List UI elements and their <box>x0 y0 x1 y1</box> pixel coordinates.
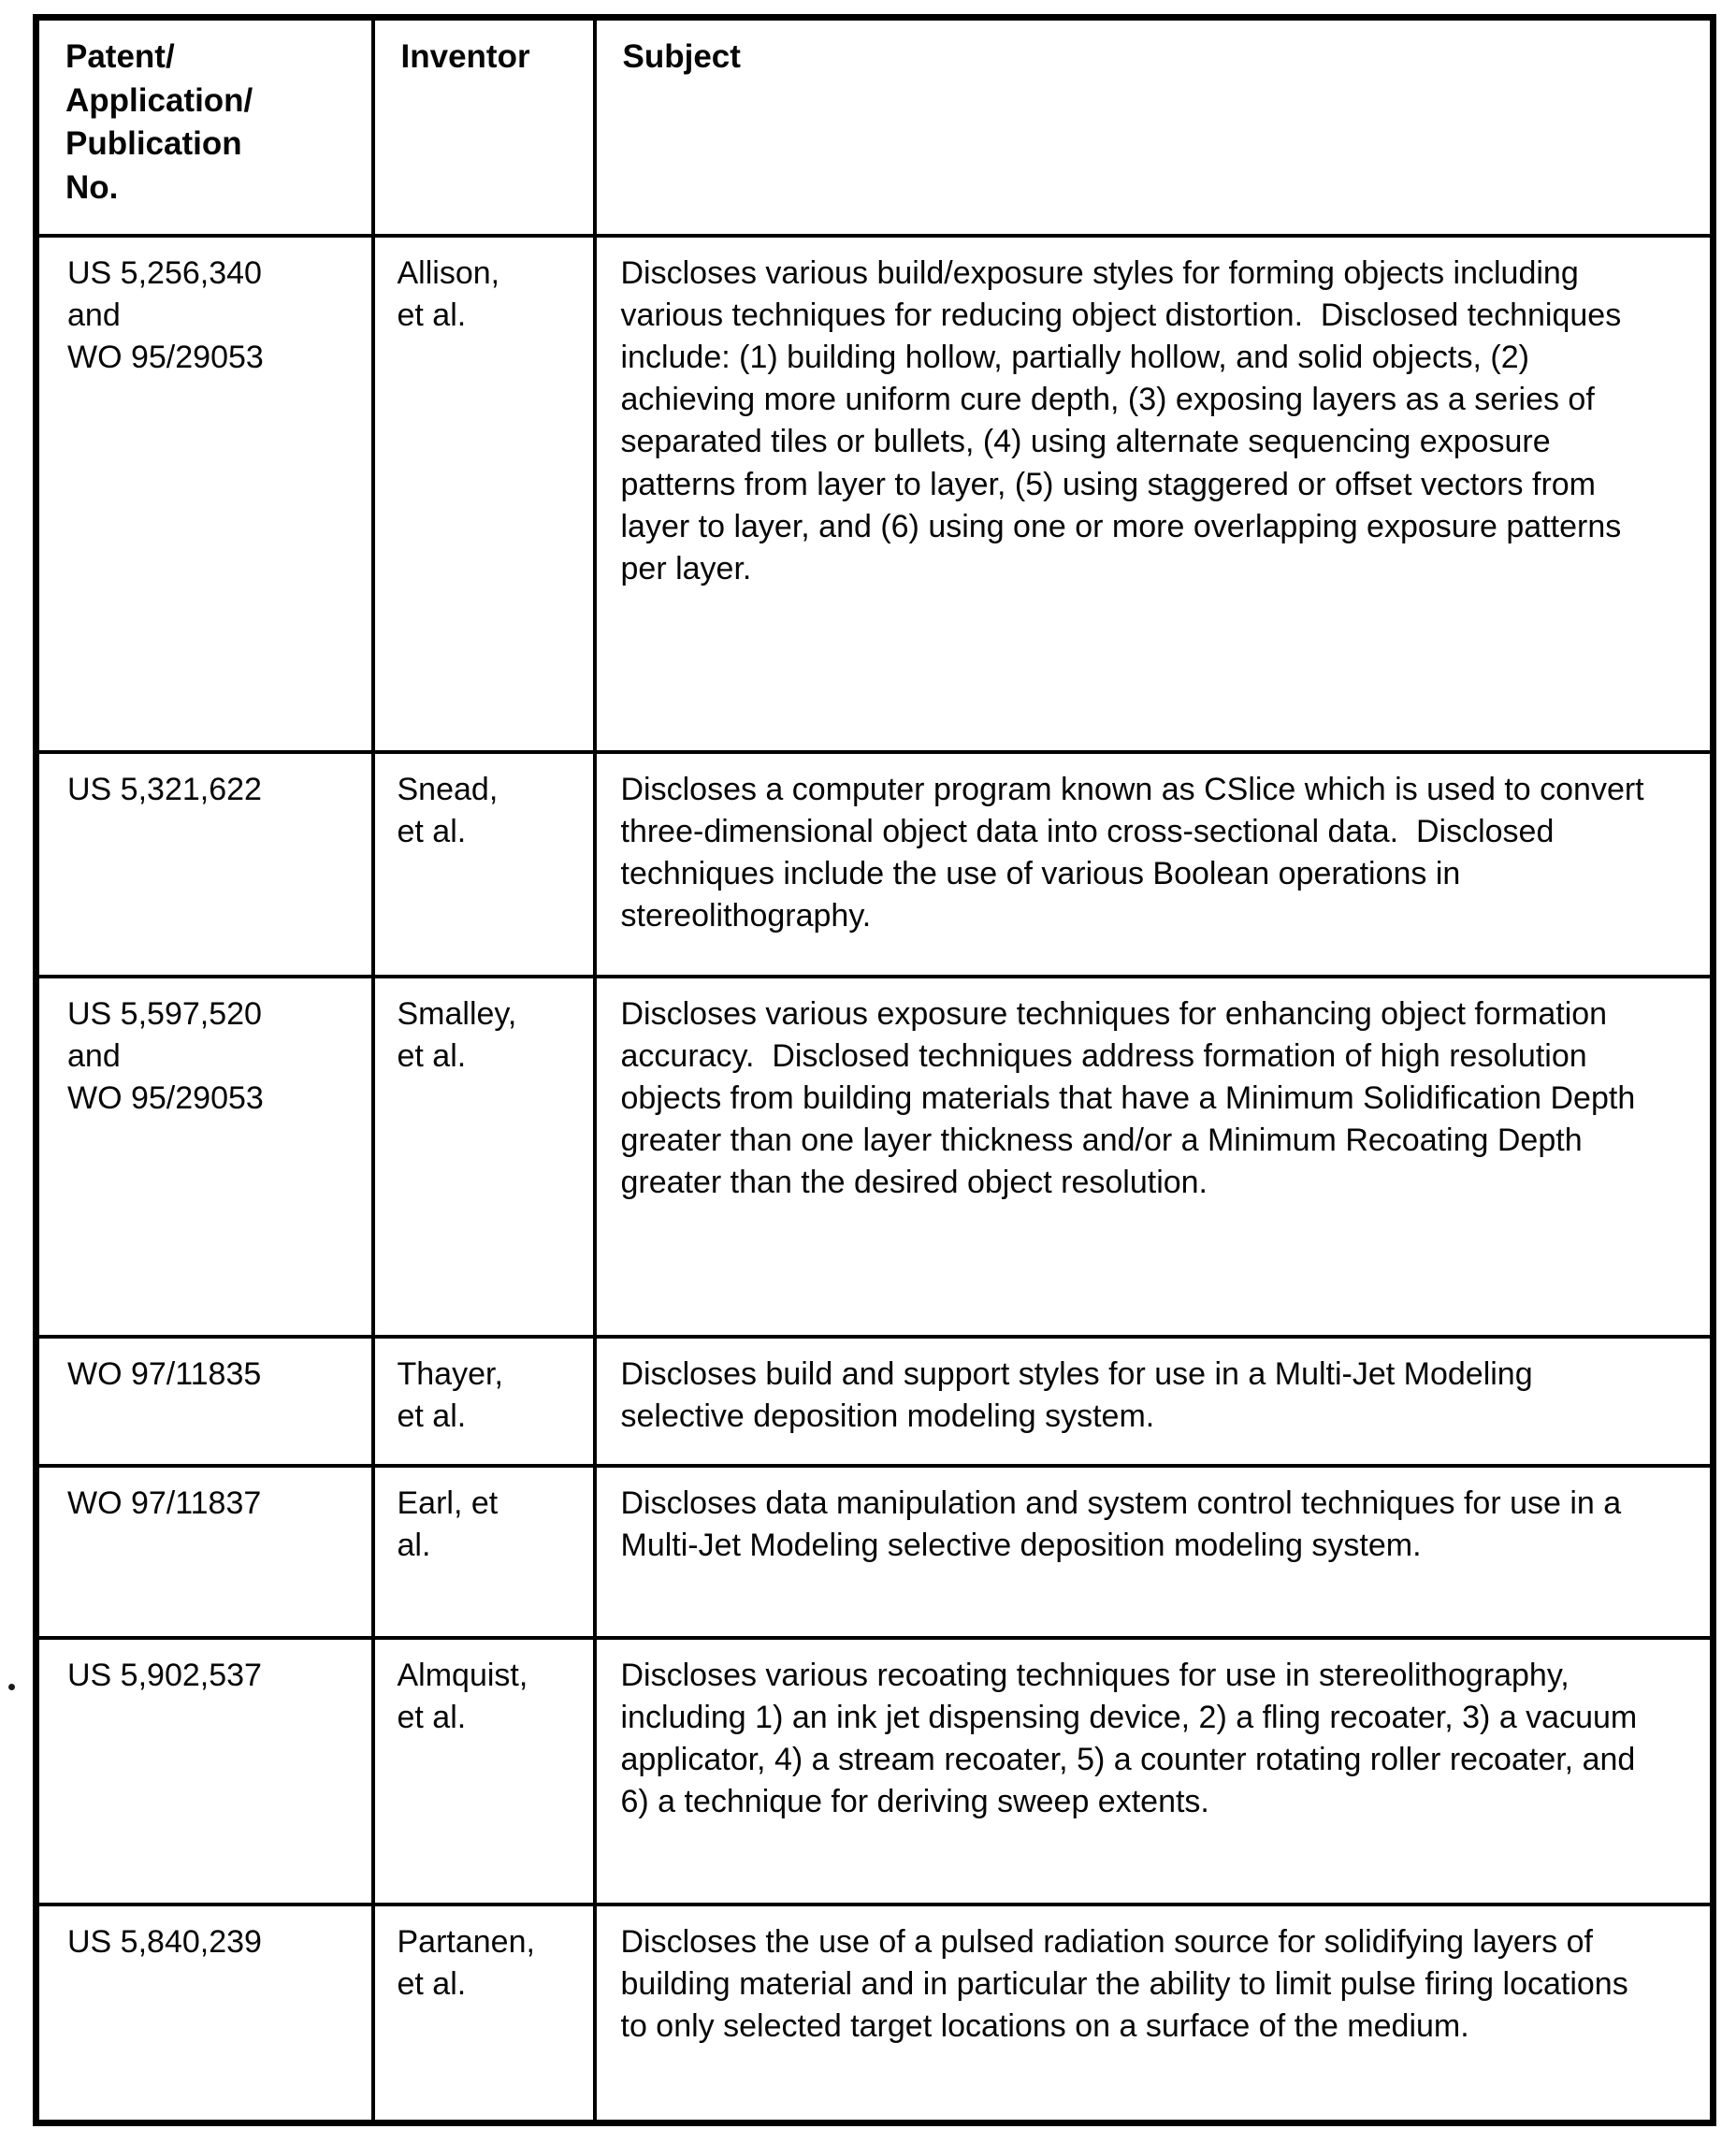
column-header-patent-number: Patent/ Application/ Publication No. <box>36 18 373 236</box>
patent-number-cell: US 5,321,622 <box>36 752 373 977</box>
subject-cell: Discloses a computer program known as CSlice which is used to convert three-dimensional object data into cross-sectional data. Disclosed techniques include the use of various Boolean operations in stereolithography. <box>595 752 1714 977</box>
column-header-inventor: Inventor <box>373 18 595 236</box>
inventor-cell: Allison, et al. <box>373 236 595 752</box>
table-row <box>36 1638 1714 1905</box>
column-header-subject: Subject <box>595 18 1714 236</box>
inventor-cell: Thayer, et al. <box>373 1337 595 1466</box>
inventor-cell: Earl, et al. <box>373 1466 595 1638</box>
table-row <box>36 977 1714 1337</box>
table-row <box>36 1905 1714 2123</box>
table-row <box>36 1337 1714 1466</box>
table-row <box>36 752 1714 977</box>
prior-art-table <box>33 14 1716 2126</box>
patent-number-cell: US 5,902,537 <box>36 1638 373 1905</box>
patent-number-cell: US 5,597,520 and WO 95/29053 <box>36 977 373 1337</box>
inventor-cell: Smalley, et al. <box>373 977 595 1337</box>
table-row <box>36 1466 1714 1638</box>
subject-cell: Discloses the use of a pulsed radiation source for solidifying layers of building material and in particular the ability to limit pulse firing locations to only selected target locations on a surface of the medium. <box>595 1905 1714 2123</box>
inventor-cell: Partanen, et al. <box>373 1905 595 2123</box>
inventor-cell: Snead, et al. <box>373 752 595 977</box>
table-header-row <box>36 18 1714 236</box>
patent-number-cell: US 5,256,340 and WO 95/29053 <box>36 236 373 752</box>
patent-number-cell: WO 97/11835 <box>36 1337 373 1466</box>
scan-artifact-dot <box>8 1684 15 1690</box>
subject-cell: Discloses various exposure techniques for enhancing object formation accuracy. Disclosed techniques address formation of high resolution objects from building materials that have a Minimum Solidification Depth greater than one layer thickness and/or a Minimum Recoating Depth greater than the desired object resolution. <box>595 977 1714 1337</box>
subject-cell: Discloses various build/exposure styles for forming objects including various techniques for reducing object distortion. Disclosed techniques include: (1) building hollow, partially hollow, and solid objects, (2) achieving more uniform cure depth, (3) exposing layers as a series of separated tiles or bullets, (4) using alternate sequencing exposure patterns from layer to layer, (5) using staggered or offset vectors from layer to layer, and (6) using one or more overlapping exposure patterns per layer. <box>595 236 1714 752</box>
subject-cell: Discloses data manipulation and system control techniques for use in a Multi-Jet Modeling selective deposition modeling system. <box>595 1466 1714 1638</box>
patent-number-cell: WO 97/11837 <box>36 1466 373 1638</box>
table-row <box>36 236 1714 752</box>
patent-number-cell: US 5,840,239 <box>36 1905 373 2123</box>
subject-cell: Discloses various recoating techniques for use in stereolithography, including 1) an ink jet dispensing device, 2) a fling recoater, 3) a vacuum applicator, 4) a stream recoater, 5) a counter rotating roller recoater, and 6) a technique for deriving sweep extents. <box>595 1638 1714 1905</box>
inventor-cell: Almquist, et al. <box>373 1638 595 1905</box>
subject-cell: Discloses build and support styles for use in a Multi-Jet Modeling selective deposition modeling system. <box>595 1337 1714 1466</box>
